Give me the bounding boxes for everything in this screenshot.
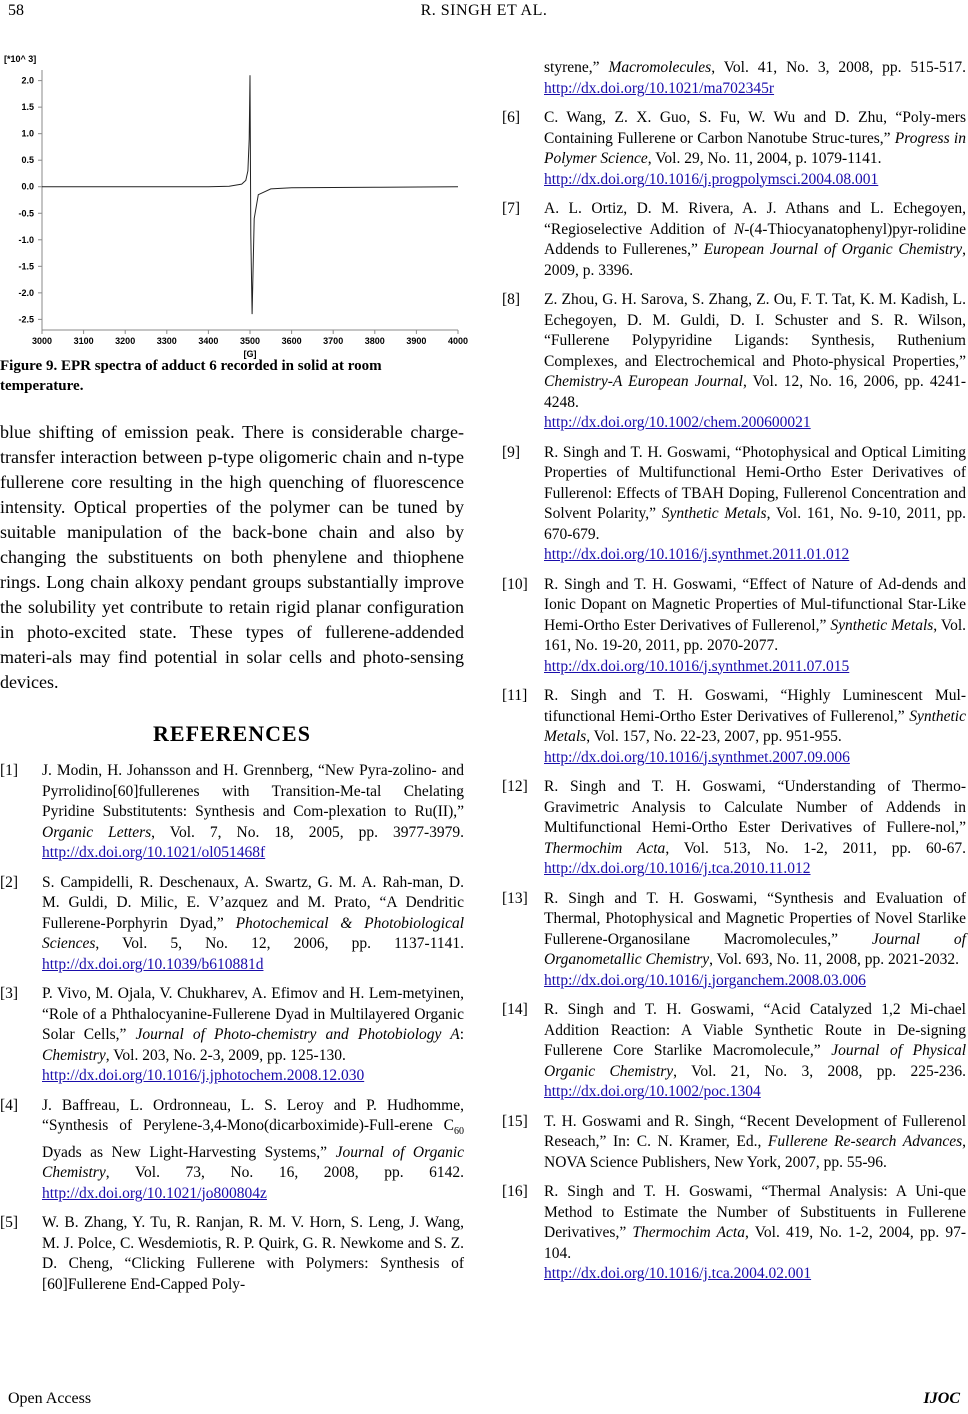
doi-link[interactable]: http://dx.doi.org/10.1016/j.synthmet.2011.07.015 — [544, 657, 850, 675]
reference-text: , Vol. 693, No. 11, 2008, pp. 2021-2032. — [709, 951, 960, 968]
reference-text: C. Wang, Z. X. Guo, S. Fu, W. Wu and D. Zhu, “Poly-mers Containing Fullerene or Carbon Nanotube Struc-tures,” — [544, 109, 966, 147]
right-column — [502, 58, 966, 1294]
reference-item — [0, 1096, 464, 1205]
reference-text: J. Modin, H. Johansson and H. Grennberg, “New Pyra-zolino- and Pyrrolidino[60]fullerenes with Transition-Me-tal Chelating Pyridine Substitutents: Synthesis and Com-plexation to Ru(II),” — [42, 762, 464, 820]
x-tick-label: 3600 — [281, 336, 302, 346]
reference-text: W. B. Zhang, Y. Tu, R. Ranjan, R. M. V. Horn, S. Leng, J. Wang, M. J. Polce, C. Wesdemiotis, R. P. Quirk, G. R. Newkome and S. Z. D. Cheng, “Clicking Fullerene with Polymers: Synthesis of [60]Fullerene End-Capped Poly- — [42, 1214, 464, 1293]
y-tick-label: 0.0 — [21, 181, 34, 192]
y-tick-label: -1.0 — [18, 234, 34, 245]
footer-journal: IJOC — [923, 1390, 960, 1407]
x-tick-label: 4000 — [447, 336, 469, 346]
doi-link[interactable]: http://dx.doi.org/10.1002/poc.1304 — [544, 1083, 761, 1100]
reference-text: , Vol. 29, No. 11, 2004, p. 1079-1141. — [647, 150, 882, 167]
reference-text: , Vol. 161, No. 19-20, 2011, pp. 2070-2077. — [544, 616, 966, 654]
y-tick-label: -0.5 — [18, 208, 34, 219]
epr-series-line — [42, 75, 458, 314]
reference-item — [502, 1112, 966, 1174]
doi-link[interactable]: http://dx.doi.org/10.1016/j.tca.2010.11.012 — [544, 860, 811, 877]
references-heading: REFERENCES — [153, 721, 311, 746]
reference-text: , NOVA Science Publishers, New York, 2007, pp. 55-96. — [544, 1133, 966, 1171]
y-axis-label: [*10^ 3] — [4, 54, 37, 64]
reference-text: , 2009, p. 3396. — [544, 241, 966, 279]
reference-text: , Vol. 157, No. 22-23, 2007, pp. 951-955. — [586, 728, 842, 745]
reference-text: , Vol. 5, No. 12, 2006, pp. 1137-1141. — [95, 935, 464, 952]
reference-item — [502, 889, 966, 992]
journal-name: European Journal of Organic Chemistry — [703, 241, 963, 258]
reference-number: [2] — [0, 873, 19, 891]
reference-number: [10] — [502, 575, 528, 593]
reference-item — [502, 58, 966, 99]
reference-text: R. Singh and T. H. Goswami, “Photophysical and Optical Limiting Properties of Multifunctional Hemi-Ortho Ester Derivatives of Fullerenol: Effects of TBAH Doping, Fullerenol Concentration and Solvent Polarity,” — [544, 443, 966, 522]
doi-link[interactable]: http://dx.doi.org/10.1016/j.tca.2004.02.001 — [544, 1265, 812, 1282]
journal-name: Chemistry — [42, 1046, 106, 1064]
reference-item — [0, 761, 464, 864]
doi-link[interactable]: http://dx.doi.org/10.1039/b610881d — [42, 955, 264, 973]
right-reference-list — [502, 58, 966, 1285]
reference-italic: N — [733, 220, 745, 238]
epr-figure — [0, 40, 469, 359]
doi-link[interactable]: http://dx.doi.org/10.1021/jo800804z — [42, 1184, 267, 1202]
page-number: 58 — [8, 2, 24, 19]
doi-link[interactable]: http://dx.doi.org/10.1016/j.jorganchem.2008.03.006 — [544, 971, 866, 989]
reference-item — [0, 873, 464, 976]
doi-link[interactable]: http://dx.doi.org/10.1021/ol051468f — [42, 844, 266, 861]
epr-chart — [0, 40, 469, 359]
running-head: R. SINGH ET AL. — [420, 2, 548, 19]
reference-number: [9] — [502, 443, 521, 461]
reference-item — [0, 1213, 464, 1295]
reference-text: : — [459, 1026, 464, 1043]
journal-name: Journal of Organic Chemistry — [42, 1143, 464, 1182]
reference-number: [1] — [0, 762, 19, 779]
reference-text: , Vol. 513, No. 1-2, 2011, pp. 60-67. — [665, 839, 966, 857]
reference-number: [5] — [0, 1214, 19, 1232]
x-tick-label: 3800 — [364, 336, 385, 346]
reference-number: [3] — [0, 985, 19, 1002]
journal-name: Synthetic Metals — [830, 616, 934, 634]
reference-item — [502, 686, 966, 768]
reference-number: [7] — [502, 200, 521, 217]
reference-text: R. Singh and T. H. Goswami, “Acid Catalyzed 1,2 Mi-chael Addition Reaction: A Viable Synthetic Route in De-signing Fullerene Core Starlike Macromolecule,” — [544, 1001, 966, 1059]
y-tick-label: 0.5 — [21, 155, 34, 166]
journal-name: Journal of Organometallic Chemistry — [544, 930, 966, 968]
doi-link[interactable]: http://dx.doi.org/10.1016/j.synthmet.2007.09.006 — [544, 748, 850, 766]
x-tick-label: 3500 — [239, 336, 261, 346]
reference-text: S. Campidelli, R. Deschenaux, A. Swartz, G. M. A. Rah-man, D. M. Guldi, D. Milic, E. V’azquez and M. Prato, “A Dendritic Fullerene-Porphyrin Dyad,” — [42, 873, 464, 932]
reference-text: J. Baffreau, L. Ordronneau, L. S. Leroy and P. Hudhomme, “Synthesis of Perylene-3,4-Mono(dicarboximide)-Full-erene C — [42, 1096, 464, 1134]
reference-text: Dyads as New Light-Harvesting Systems,” — [42, 1143, 336, 1161]
x-axis-label: [G] — [243, 349, 257, 359]
journal-name: Photochemical & Photobiological Sciences — [42, 914, 464, 952]
doi-link[interactable]: http://dx.doi.org/10.1016/j.synthmet.2011.01.012 — [544, 546, 850, 563]
subscript: 60 — [454, 1126, 464, 1138]
journal-name: Thermochim Acta — [544, 839, 666, 857]
doi-link[interactable]: http://dx.doi.org/10.1016/j.progpolymsci.2004.08.001 — [544, 170, 879, 188]
reference-text: styrene,” — [544, 59, 609, 76]
reference-text: , Vol. 161, No. 9-10, 2011, pp. 670-679. — [544, 505, 966, 543]
reference-text: , Vol. 203, No. 2-3, 2009, pp. 125-130. — [105, 1046, 346, 1064]
x-tick-label: 3000 — [31, 336, 53, 346]
reference-text: R. Singh and T. H. Goswami, “Highly Luminescent Mul-tifunctional Hemi-Ortho Ester Derivatives of Fullerenol,” — [544, 687, 966, 725]
journal-name: Thermochim Acta — [632, 1224, 745, 1241]
reference-text: , Vol. 41, No. 3, 2008, pp. 515-517. — [711, 59, 967, 76]
reference-item — [502, 108, 966, 190]
footer-open-access: Open Access — [8, 1390, 92, 1407]
reference-text: , Vol. 419, No. 1-2, 2004, pp. 97-104. — [544, 1224, 967, 1262]
journal-name: Synthetic Metals — [544, 707, 966, 745]
reference-number: [8] — [502, 291, 521, 308]
reference-text: , Vol. 21, No. 3, 2008, pp. 225-236. — [673, 1062, 967, 1080]
x-tick-label: 3400 — [198, 336, 219, 346]
reference-text: P. Vivo, M. Ojala, V. Chukharev, A. Efimov and H. Lem-metyinen, “Role of a Phthalocyanine-Fullerene Dyad in Multilayered Organic Solar Cells,” — [42, 985, 464, 1043]
y-tick-label: -2.0 — [18, 287, 34, 298]
reference-text: -(4-Thiocyanatophenyl)pyr-rolidine Addends to Fullerenes,” — [544, 220, 966, 258]
x-tick-label: 3700 — [323, 336, 344, 346]
reference-item — [502, 777, 966, 880]
y-tick-label: 1.5 — [21, 102, 34, 113]
reference-item — [502, 1182, 966, 1285]
reference-item — [502, 443, 966, 566]
reference-text: , Vol. 73, No. 16, 2008, pp. 6142. — [105, 1164, 464, 1182]
x-tick-label: 3900 — [406, 336, 427, 346]
reference-number: [15] — [502, 1112, 528, 1130]
reference-text: A. L. Ortiz, D. M. Rivera, A. J. Athans and L. Echegoyen, “Regioselective Addition of — [544, 200, 966, 238]
doi-link[interactable]: http://dx.doi.org/10.1021/ma702345r — [544, 79, 775, 97]
reference-text: R. Singh and T. H. Goswami, “Understanding of Thermo-Gravimetric Analysis to Calculate Number of Addends in Multifunctional Hemi-Ortho Ester Derivatives of Fullere-nol,” — [544, 778, 966, 836]
doi-link[interactable]: http://dx.doi.org/10.1002/chem.200600021 — [544, 414, 811, 431]
reference-number: [4] — [0, 1096, 19, 1114]
reference-number: [14] — [502, 1001, 528, 1018]
body-paragraph: blue shifting of emission peak. There is considerable charge-transfer interaction between p-type oligomeric chain and n-type fullerene core resulting in the high quenching of fluorescence intensity. Optical properties of the polymer can be tuned by suitable manipulation of the back-bone chain and also by changing the substituents on both phenylene and thiophene rings. Long chain alkoxy pendant groups substantially improve the solubility yet contribute to retain rigid planar configuration in photo-excited state. These types of fullerene-addended materi-als may find potential in solar cells and photo-sensing devices. — [0, 422, 464, 692]
journal-name: Macromolecules — [608, 59, 712, 76]
journal-name: Fullerene Re-search Advances — [767, 1133, 963, 1150]
reference-text: T. H. Goswami and R. Singh, “Recent Development of Fullerenol Reseach,” In: C. N. Kramer, Ed., — [544, 1112, 966, 1150]
y-tick-label: -2.5 — [18, 314, 34, 325]
journal-name: Synthetic Metals — [661, 505, 767, 522]
reference-number: [11] — [502, 687, 528, 704]
y-tick-label: 1.0 — [21, 128, 34, 139]
y-tick-label: 2.0 — [21, 75, 34, 86]
left-column — [0, 40, 469, 1304]
reference-item — [502, 1000, 966, 1103]
reference-text: R. Singh and T. H. Goswami, “Thermal Analysis: A Uni-que Method to Estimate the Number of Substituents in Fullerene Derivatives,” — [544, 1183, 966, 1241]
reference-number: [12] — [502, 778, 528, 795]
doi-link[interactable]: http://dx.doi.org/10.1016/j.jphotochem.2008.12.030 — [42, 1067, 365, 1084]
reference-text: R. Singh and T. H. Goswami, “Effect of Nature of Ad-dends and Ionic Dopant on Magnetic Properties of Mul-tifunctional Star-Like Hemi-Ortho Ester Derivatives of Fullerenol,” — [544, 575, 966, 634]
x-tick-label: 3100 — [73, 336, 94, 346]
reference-text: , Vol. 7, No. 18, 2005, pp. 3977-3979. — [151, 823, 464, 841]
reference-number: [13] — [502, 889, 528, 907]
reference-text: , Vol. 12, No. 16, 2006, pp. 4241-4248. — [544, 373, 967, 411]
reference-number: [6] — [502, 109, 521, 126]
reference-text: R. Singh and T. H. Goswami, “Synthesis and Evaluation of Thermal, Photophysical and Magnetic Properties of Novel Starlike Fullerene-Organosilane Macromolecules,” — [544, 889, 966, 948]
journal-name: Organic Letters — [42, 823, 152, 841]
journal-name: Journal of Photo-chemistry and Photobiology A — [135, 1026, 460, 1043]
figure-caption: Figure 9. EPR spectra of adduct 6 recorded in solid at room temperature. — [0, 358, 382, 394]
reference-number: [16] — [502, 1183, 528, 1200]
reference-item — [0, 984, 464, 1087]
journal-name: Progress in Polymer Science — [544, 129, 966, 167]
left-reference-list — [0, 761, 464, 1295]
x-tick-label: 3300 — [156, 336, 177, 346]
x-tick-label: 3200 — [115, 336, 136, 346]
y-tick-label: -1.5 — [18, 261, 34, 272]
reference-item — [502, 199, 966, 281]
journal-name: Chemistry-A European Journal — [544, 373, 743, 390]
reference-item — [502, 290, 966, 434]
reference-text: Z. Zhou, G. H. Sarova, S. Zhang, Z. Ou, F. T. Tat, K. M. Kadish, L. Echegoyen, D. M. Guldi, D. I. Schuster and S. R. Wilson, “Fullerene Polypyridine Ligands: Synthesis, Ruthenium Complexes, and Electrochemical and Photo-physical Properties,” — [544, 291, 966, 370]
reference-item — [502, 575, 966, 678]
journal-name: Journal of Physical Organic Chemistry — [544, 1042, 967, 1080]
